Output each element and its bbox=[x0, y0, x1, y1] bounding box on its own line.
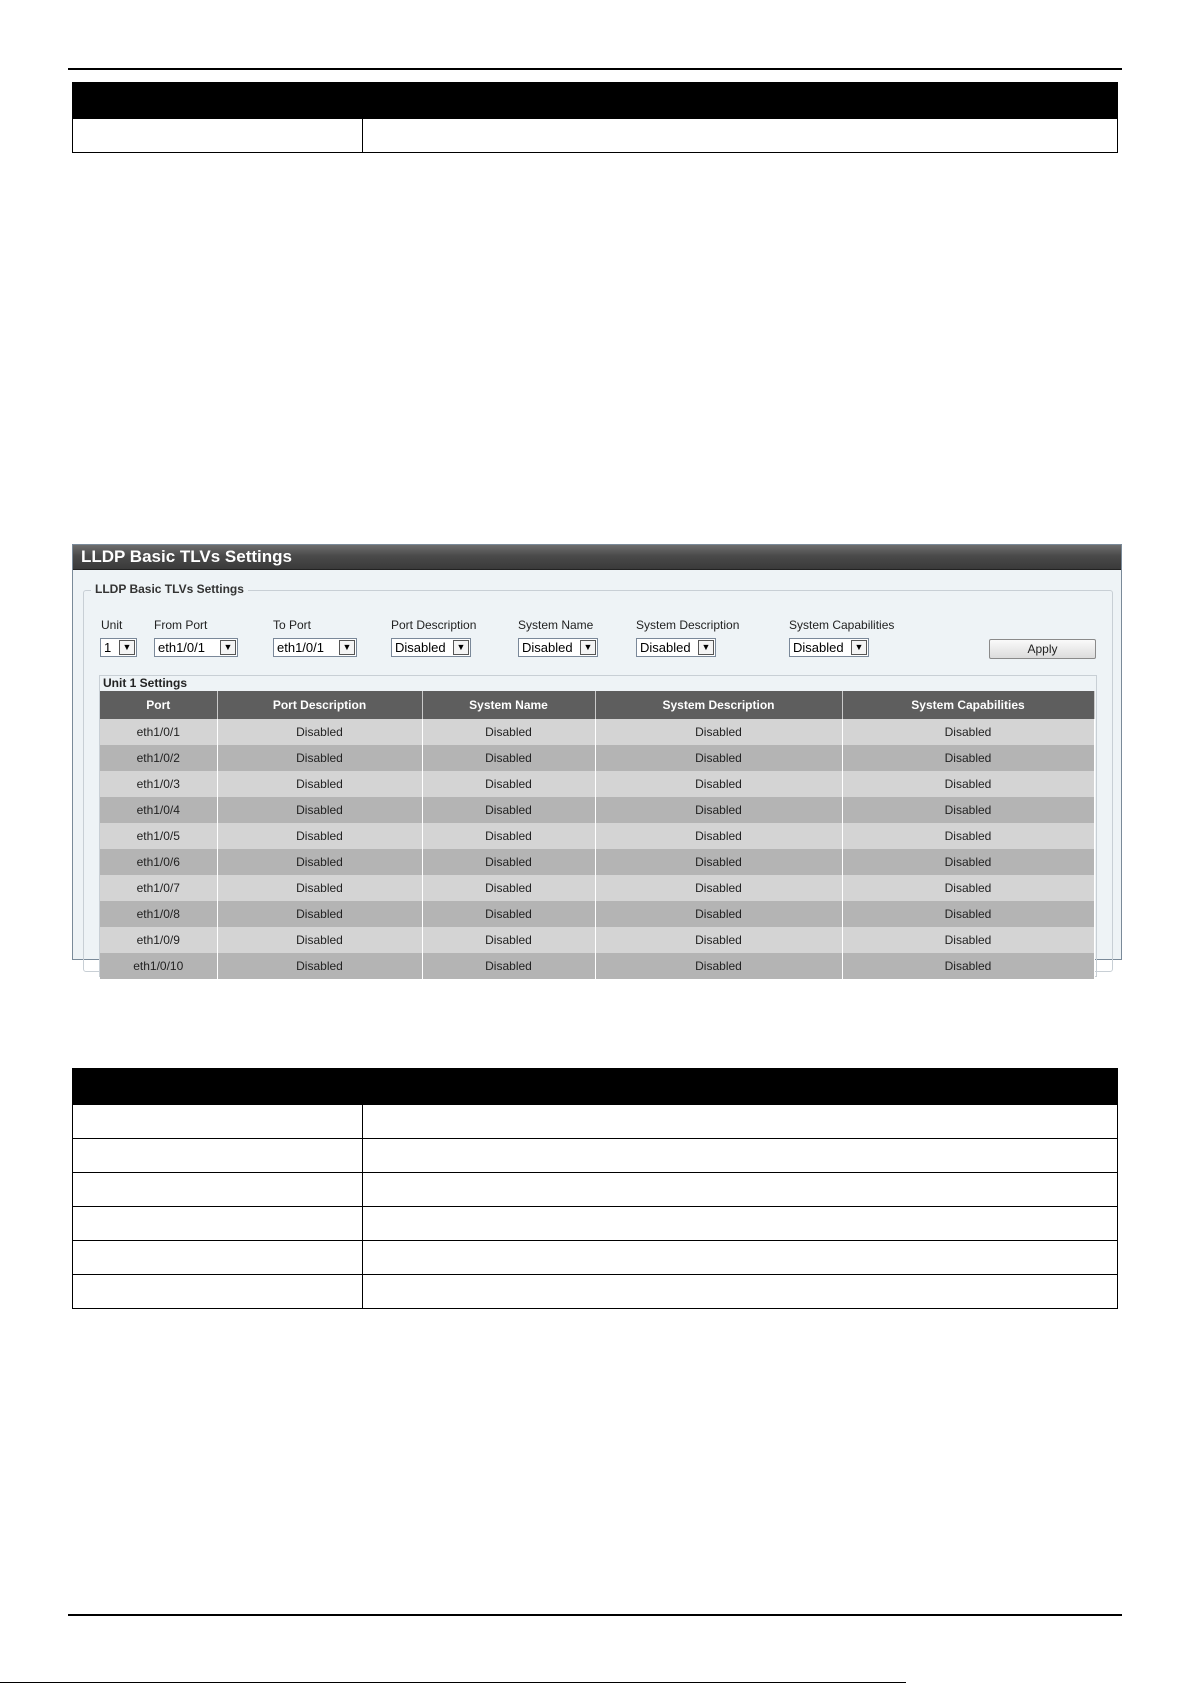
system-description-cell: Disabled bbox=[595, 901, 842, 927]
system-name-cell: Disabled bbox=[422, 719, 595, 745]
table-row bbox=[73, 1105, 1118, 1139]
chevron-down-icon: ▼ bbox=[453, 640, 469, 655]
port-cell: eth1/0/4 bbox=[100, 797, 217, 823]
from-port-select-value: eth1/0/1 bbox=[158, 640, 205, 655]
system-name-select[interactable] bbox=[518, 638, 598, 657]
table-row bbox=[73, 1139, 1118, 1173]
port-description-select-value: Disabled bbox=[395, 640, 446, 655]
port-description-cell: Disabled bbox=[217, 823, 422, 849]
table-header-row bbox=[73, 83, 1118, 119]
column-header-system-description: System Description bbox=[595, 691, 842, 719]
system-name-cell: Disabled bbox=[422, 797, 595, 823]
port-description-cell: Disabled bbox=[217, 797, 422, 823]
system-description-cell: Disabled bbox=[595, 719, 842, 745]
port-cell: eth1/0/8 bbox=[100, 901, 217, 927]
port-description-cell: Disabled bbox=[217, 875, 422, 901]
chevron-down-icon: ▼ bbox=[119, 640, 135, 655]
table-row bbox=[73, 1173, 1118, 1207]
panel-title: LLDP Basic TLVs Settings bbox=[73, 545, 1121, 570]
table-header-row bbox=[100, 691, 1094, 719]
unit-select[interactable] bbox=[100, 638, 137, 657]
port-description-select[interactable] bbox=[391, 638, 471, 657]
unit-select-value: 1 bbox=[104, 640, 112, 655]
system-description-label: System Description bbox=[636, 618, 740, 632]
system-description-cell: Disabled bbox=[595, 953, 842, 979]
system-capabilities-cell: Disabled bbox=[842, 927, 1094, 953]
table-row bbox=[100, 823, 1094, 849]
top-parameter-table bbox=[72, 82, 1118, 153]
system-description-cell: Disabled bbox=[595, 797, 842, 823]
system-description-cell: Disabled bbox=[595, 771, 842, 797]
system-name-cell: Disabled bbox=[422, 927, 595, 953]
system-description-select[interactable] bbox=[636, 638, 716, 657]
table-row bbox=[100, 797, 1094, 823]
bottom-rule bbox=[0, 1682, 906, 1683]
system-description-select-value: Disabled bbox=[640, 640, 691, 655]
column-header-port-description: Port Description bbox=[217, 691, 422, 719]
system-description-cell: Disabled bbox=[595, 823, 842, 849]
port-description-label: Port Description bbox=[391, 618, 477, 632]
port-description-cell: Disabled bbox=[217, 953, 422, 979]
chevron-down-icon: ▼ bbox=[339, 640, 355, 655]
from-port-label: From Port bbox=[154, 618, 208, 632]
port-description-cell: Disabled bbox=[217, 927, 422, 953]
system-capabilities-select[interactable] bbox=[789, 638, 869, 657]
apply-button[interactable]: Apply bbox=[989, 639, 1096, 659]
table-row bbox=[73, 1275, 1118, 1309]
table-row bbox=[100, 745, 1094, 771]
column-header-port: Port bbox=[100, 691, 217, 719]
system-capabilities-cell: Disabled bbox=[842, 797, 1094, 823]
port-cell: eth1/0/5 bbox=[100, 823, 217, 849]
table-row bbox=[73, 119, 1118, 153]
system-capabilities-cell: Disabled bbox=[842, 823, 1094, 849]
system-description-cell: Disabled bbox=[595, 849, 842, 875]
system-name-cell: Disabled bbox=[422, 875, 595, 901]
to-port-select[interactable] bbox=[273, 638, 357, 657]
system-name-cell: Disabled bbox=[422, 953, 595, 979]
system-capabilities-label: System Capabilities bbox=[789, 618, 895, 632]
system-capabilities-cell: Disabled bbox=[842, 953, 1094, 979]
chevron-down-icon: ▼ bbox=[851, 640, 867, 655]
port-cell: eth1/0/9 bbox=[100, 927, 217, 953]
to-port-label: To Port bbox=[273, 618, 312, 632]
column-header-system-capabilities: System Capabilities bbox=[842, 691, 1094, 719]
table-row bbox=[100, 953, 1094, 979]
table-header-row bbox=[73, 1069, 1118, 1105]
table-row bbox=[100, 901, 1094, 927]
port-cell: eth1/0/1 bbox=[100, 719, 217, 745]
system-name-cell: Disabled bbox=[422, 901, 595, 927]
header-rule bbox=[68, 68, 1122, 70]
column-header-system-name: System Name bbox=[422, 691, 595, 719]
to-port-select-value: eth1/0/1 bbox=[277, 640, 324, 655]
port-cell: eth1/0/2 bbox=[100, 745, 217, 771]
system-capabilities-cell: Disabled bbox=[842, 849, 1094, 875]
system-capabilities-cell: Disabled bbox=[842, 745, 1094, 771]
system-capabilities-cell: Disabled bbox=[842, 875, 1094, 901]
table-row bbox=[100, 719, 1094, 745]
port-cell: eth1/0/7 bbox=[100, 875, 217, 901]
table-row bbox=[100, 849, 1094, 875]
fieldset-legend: LLDP Basic TLVs Settings bbox=[91, 582, 248, 596]
system-name-cell: Disabled bbox=[422, 849, 595, 875]
system-description-cell: Disabled bbox=[595, 875, 842, 901]
lldp-basic-tlvs-panel bbox=[72, 544, 1122, 973]
from-port-select[interactable] bbox=[154, 638, 238, 657]
system-name-cell: Disabled bbox=[422, 745, 595, 771]
footer-rule bbox=[68, 1614, 1122, 1616]
chevron-down-icon: ▼ bbox=[698, 640, 714, 655]
port-cell: eth1/0/6 bbox=[100, 849, 217, 875]
system-description-cell: Disabled bbox=[595, 745, 842, 771]
port-description-cell: Disabled bbox=[217, 849, 422, 875]
system-name-select-value: Disabled bbox=[522, 640, 573, 655]
unit-settings-label: Unit 1 Settings bbox=[103, 676, 188, 690]
table-row bbox=[73, 1207, 1118, 1241]
chevron-down-icon: ▼ bbox=[580, 640, 596, 655]
system-capabilities-cell: Disabled bbox=[842, 771, 1094, 797]
system-capabilities-select-value: Disabled bbox=[793, 640, 844, 655]
port-cell: eth1/0/3 bbox=[100, 771, 217, 797]
chevron-down-icon: ▼ bbox=[220, 640, 236, 655]
port-description-cell: Disabled bbox=[217, 901, 422, 927]
system-description-cell: Disabled bbox=[595, 927, 842, 953]
system-name-label: System Name bbox=[518, 618, 594, 632]
port-description-cell: Disabled bbox=[217, 719, 422, 745]
port-description-cell: Disabled bbox=[217, 745, 422, 771]
port-cell: eth1/0/10 bbox=[100, 953, 217, 979]
port-description-cell: Disabled bbox=[217, 771, 422, 797]
system-name-cell: Disabled bbox=[422, 823, 595, 849]
table-row bbox=[100, 875, 1094, 901]
system-capabilities-cell: Disabled bbox=[842, 901, 1094, 927]
table-row bbox=[100, 927, 1094, 953]
unit-settings-table bbox=[100, 691, 1095, 979]
unit-label: Unit bbox=[101, 618, 123, 632]
system-name-cell: Disabled bbox=[422, 771, 595, 797]
system-capabilities-cell: Disabled bbox=[842, 719, 1094, 745]
bottom-parameter-table bbox=[72, 1068, 1118, 1309]
table-row bbox=[73, 1241, 1118, 1275]
table-row bbox=[100, 771, 1094, 797]
